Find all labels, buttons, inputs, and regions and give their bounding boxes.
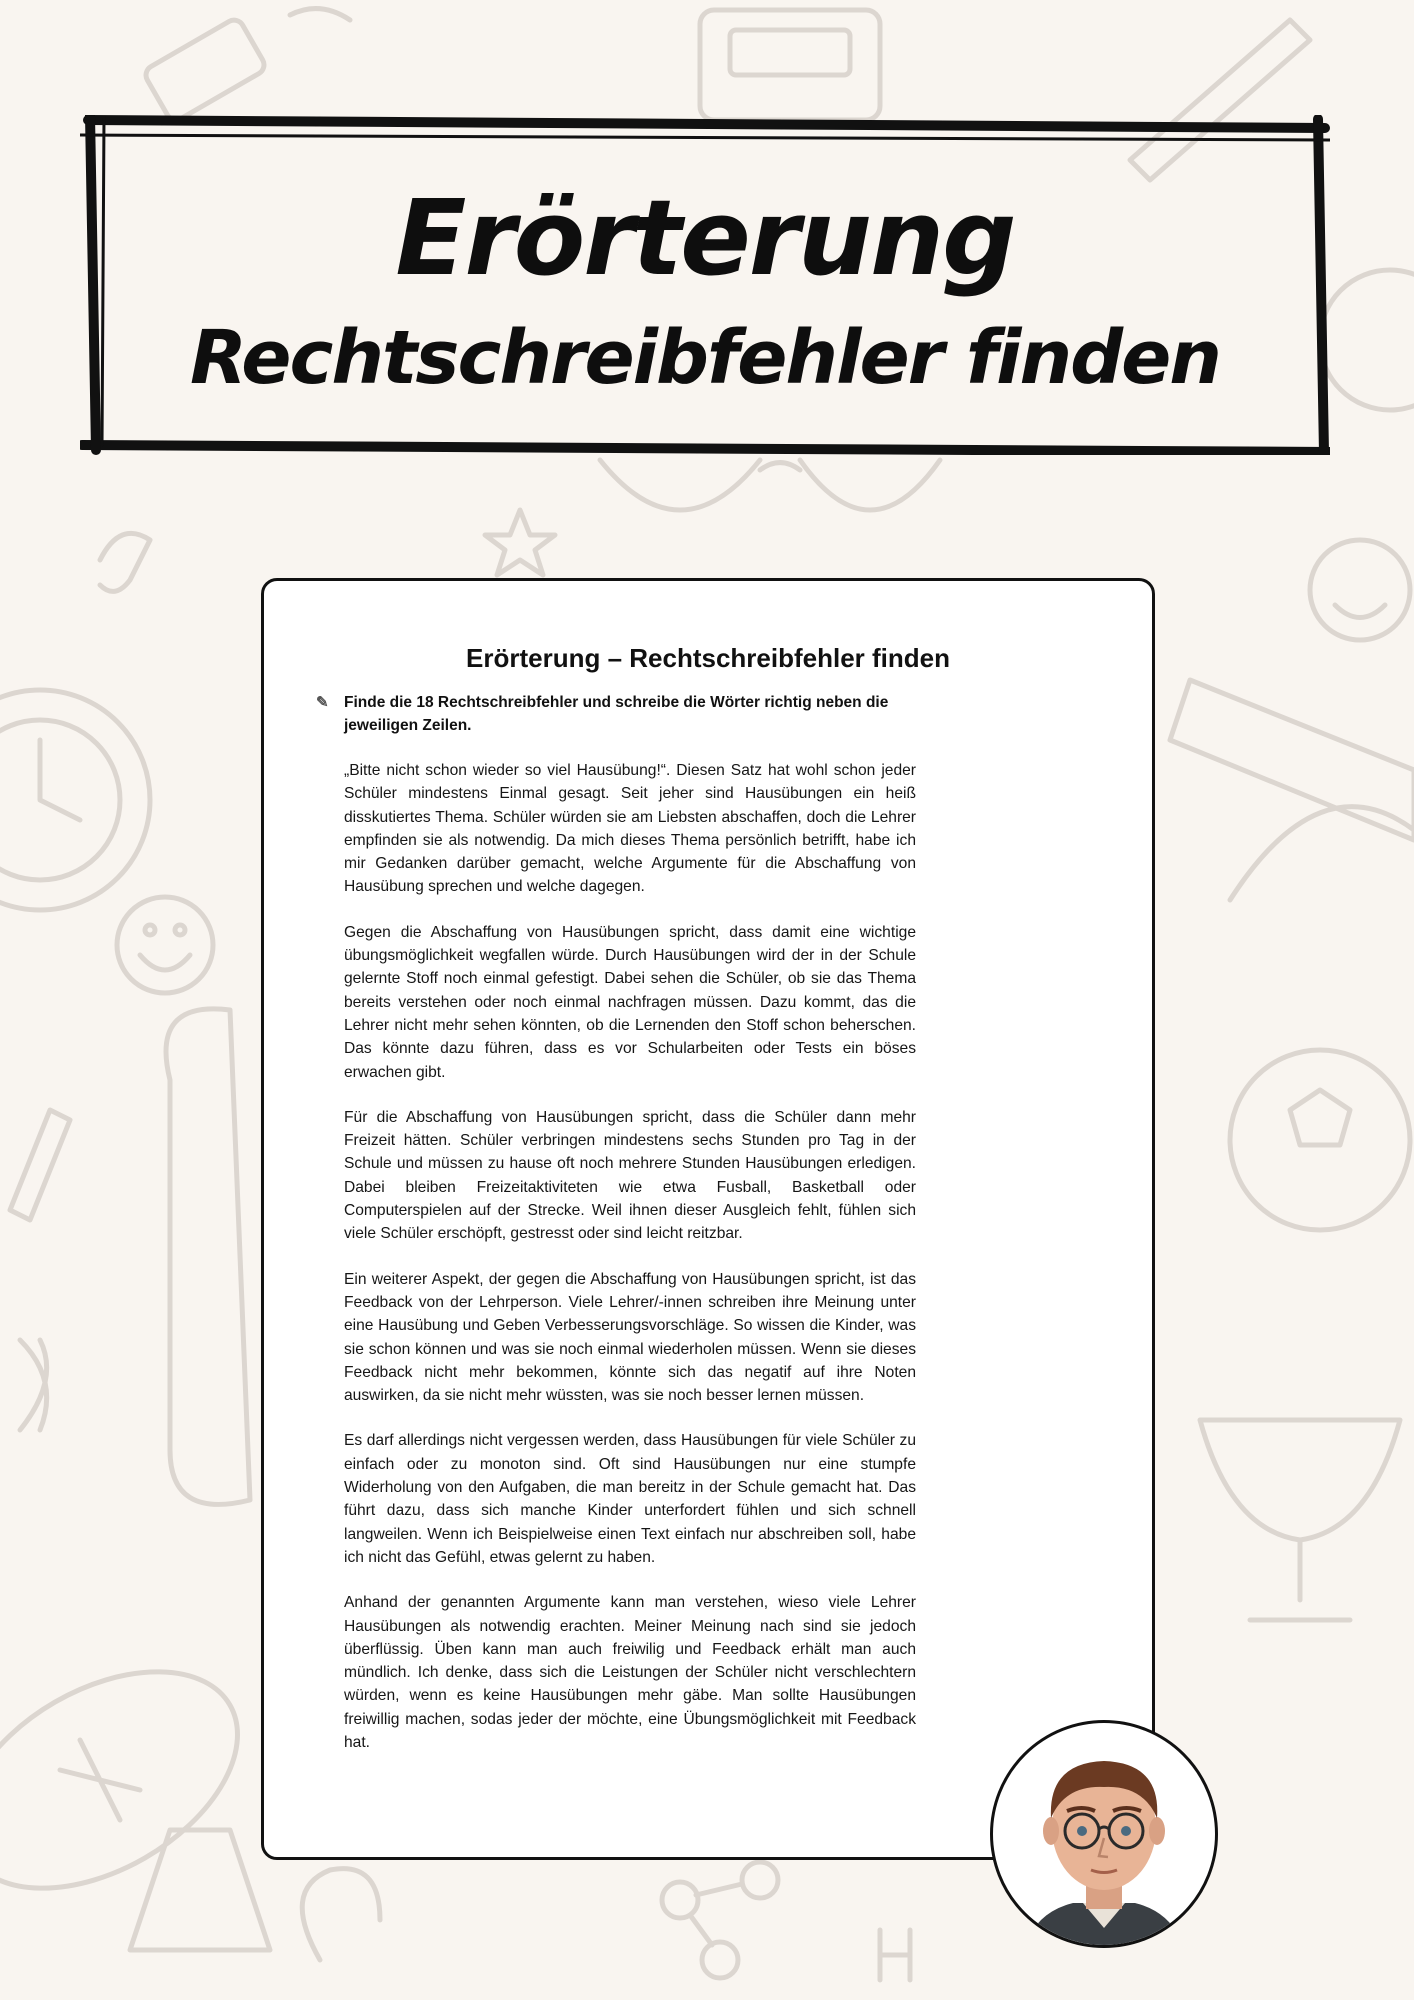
page-title: Erörterung (395, 177, 1015, 299)
page-subtitle: Rechtschreibfehler finden (190, 315, 1220, 401)
pencil-icon: ✎ (316, 694, 329, 711)
student-avatar-icon (990, 1720, 1218, 1948)
essay-paragraph: „Bitte nicht schon wieder so viel Hausübung!“. Diesen Satz hat wohl schon jeder Schüler mindestens Einmal gesagt. Seit jeher sind Hausübungen ein heiß disskutiertes Thema. Schüler würden sie am Liebsten abschaffen, doch die Lehrer empfinden sie als notwendig. Da mich dieses Thema persönlich betrifft, habe ich mir Gedanken darüber gemacht, welche Argumente für die Abschaffung von Hausübung sprechen und welche dagegen. (344, 762, 916, 896)
essay-paragraph: Es darf allerdings nicht vergessen werden, dass Hausübungen für viele Schüler zu einfach oder zu monoton sind. Oft sind Hausübungen nur eine stumpfe Widerholung von den Aufgaben, die man bereitz in der Schule gemacht hat. Das führt dazu, dass sich manche Kinder unterfordert fühlen und sich schnell langweilen. Wenn ich Beispielweise einen Text einfach nur abschreiben soll, habe ich nicht das Gefühl, etwas gelernt zu haben. (344, 1432, 916, 1566)
worksheet-card (261, 578, 1155, 1860)
essay-paragraph: Anhand der genannten Argumente kann man verstehen, wieso viele Lehrer Hausübungen als notwendig erachten. Meiner Meinung nach sind sie jedoch überflüssig. Üben kann man auch freiwilig und Feedback erhält man auch mündlich. Ich denke, dass sich die Leistungen der Schüler nicht verschlechtern würden, wenn es keine Hausübungen mehr gäbe. Man sollte Hausübungen freiwillig machen, sodas jeder der möchte, eine Übungsmöglichkeit mit Feedback hat. (344, 1594, 916, 1751)
instruction-text: Finde die 18 Rechtschreibfehler und schreibe die Wörter richtig neben die jeweiligen Zeilen. (344, 694, 889, 734)
title-banner (80, 115, 1330, 455)
essay-paragraph: Ein weiterer Aspekt, der gegen die Abschaffung von Hausübungen spricht, ist das Feedback von der Lehrperson. Viele Lehrer/-innen schreiben ihre Meinung unter eine Hausübung und Geben Verbesserungsvorschläge. So wissen die Kinder, was sie schon können und was sie noch einmal wiederholen müssen. Wenn sie dieses Feedback nicht mehr bekommen, könnte sich das negatif auf ihre Noten auswirken, da sie nicht mehr wüssten, was sie noch besser lernen müssen. (344, 1270, 916, 1405)
task-instruction (316, 691, 916, 737)
essay-paragraph: Gegen die Abschaffung von Hausübungen spricht, dass damit eine wichtige übungsmöglichkeit wegfallen würde. Durch Hausübungen wird der in der Schule gelernte Stoff noch einmal gefestigt. Dabei sehen die Schüler, ob sie das Thema bereits verstehen oder noch einmal nachfragen müssen. Dazu kommt, das die Lehrer nicht mehr sehen könnten, ob die Lernenden den Stoff schon beherschen. Das könnte dazu führen, dass es vor Schularbeiten oder Tests ein böses erwachen gibt. (344, 923, 916, 1081)
worksheet-heading: Erörterung – Rechtschreibfehler finden (466, 643, 950, 673)
essay-paragraph: Für die Abschaffung von Hausübungen spricht, dass die Schüler dann mehr Freizeit hätten. Schüler verbringen mindestens sechs Stunden pro Tag in der Schule und müssen zu hause oft noch mehrere Stunden Hausübungen erledigen. Dabei bleiben Freizeitaktiviteten wie etwa Fusball, Basketball oder Computerspielen auf der Strecke. Weil ihnen dieser Ausgleich fehlt, fühlen sich viele Schüler erschöpft, gestresst oder sind leicht reitzbar. (344, 1108, 916, 1243)
essay-text (344, 759, 916, 1776)
